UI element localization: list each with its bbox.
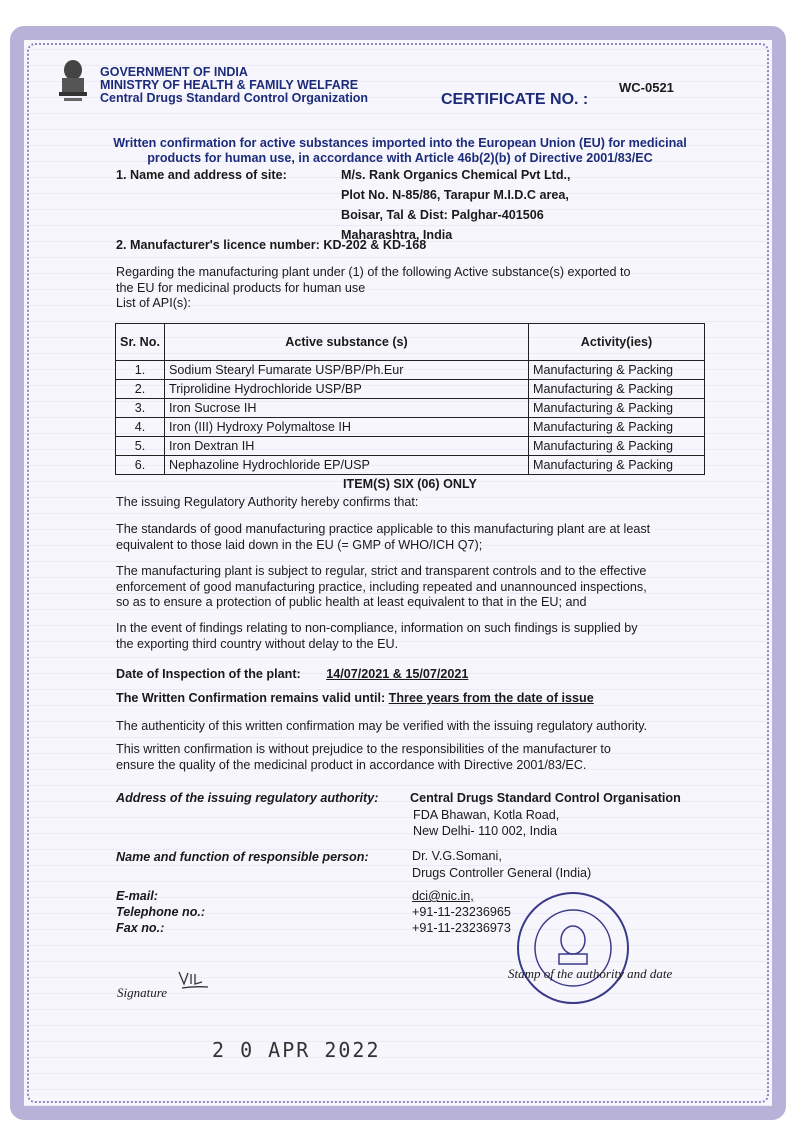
- authenticity-text: The authenticity of this written confirmation may be verified with the issuing regulatory authority.: [116, 719, 648, 733]
- table-header-row: [116, 324, 705, 361]
- contact-values: [412, 888, 511, 936]
- intro-line: Written confirmation for active substances imported into the European Union (EU) for medicinal: [113, 136, 687, 150]
- stamp-label: Stamp of the authority and date: [508, 966, 673, 981]
- phone-label: Telephone no.:: [116, 905, 206, 919]
- paragraph-line: In the event of findings relating to non-compliance, information on such findings is supplied by: [116, 621, 638, 635]
- authority-name: Central Drugs Standard Control Organisation: [410, 791, 681, 805]
- api-table: [115, 323, 705, 475]
- validity-label: The Written Confirmation remains valid until:: [116, 691, 386, 705]
- authority-label: Address of the issuing regulatory authority:: [116, 791, 379, 805]
- certificate-label: CERTIFICATE NO. :: [441, 91, 589, 108]
- api-list-label: List of API(s):: [116, 296, 191, 310]
- items-total: ITEM(S) SIX (06) ONLY: [343, 477, 477, 491]
- certificate-number: WC-0521: [619, 80, 674, 95]
- validity-value: Three years from the date of issue: [388, 691, 594, 705]
- person-label: Name and function of responsible person:: [116, 850, 369, 864]
- person-role: Drugs Controller General (India): [412, 866, 592, 880]
- email-value: dci@nic.in,: [412, 889, 474, 903]
- intro-heading: [80, 136, 720, 166]
- header-line-ministry: MINISTRY OF HEALTH & FAMILY WELFARE: [100, 78, 359, 92]
- government-header: [100, 66, 368, 105]
- validity-row: [116, 691, 594, 705]
- row-no: 4.: [116, 418, 165, 437]
- table-row: [116, 456, 705, 475]
- header-line-organization: Central Drugs Standard Control Organization: [100, 91, 369, 105]
- intro-line: products for human use, in accordance with Article 46b(2)(b) of Directive 2001/83/EC: [147, 151, 653, 165]
- row-activity: Manufacturing & Packing: [529, 399, 705, 418]
- row-substance: Iron (III) Hydroxy Polymaltose IH: [165, 418, 529, 437]
- signature-label: Signature: [117, 985, 168, 1000]
- paragraph-line: enforcement of good manufacturing practice, including repeated and unannounced inspections,: [116, 579, 647, 594]
- table-row: [116, 380, 705, 399]
- row-no: 3.: [116, 399, 165, 418]
- table-row: [116, 399, 705, 418]
- site-address-line: Boisar, Tal & Dist: Palghar-401506: [341, 208, 544, 222]
- regarding-text: [116, 265, 631, 312]
- licence-label: 2. Manufacturer's licence number:: [116, 238, 320, 252]
- fax-value: +91-11-23236973: [412, 921, 511, 935]
- paragraph-line: the exporting third country without delay to the EU.: [116, 636, 399, 651]
- contact-labels: [116, 888, 205, 936]
- row-no: 1.: [116, 361, 165, 380]
- table-row: [116, 418, 705, 437]
- inspection-label: Date of Inspection of the plant:: [116, 667, 301, 681]
- row-no: 6.: [116, 456, 165, 475]
- table-row: [116, 437, 705, 456]
- row-no: 5.: [116, 437, 165, 456]
- inspection-row: [116, 667, 468, 681]
- regarding-line: the EU for medicinal products for human use: [116, 280, 366, 295]
- paragraph-line: The standards of good manufacturing practice applicable to this manufacturing plant are at least: [116, 522, 651, 536]
- authority-address: [413, 808, 559, 839]
- paragraph-line: equivalent to those laid down in the EU (= GMP of WHO/ICH Q7);: [116, 537, 483, 552]
- table-row: [116, 361, 705, 380]
- inspection-date: 14/07/2021 & 15/07/2021: [326, 667, 469, 681]
- row-activity: Manufacturing & Packing: [529, 418, 705, 437]
- regarding-line: Regarding the manufacturing plant under (1) of the following Active substance(s) exported to: [116, 265, 631, 279]
- issue-date-stamp: 2 0 APR 2022: [212, 1038, 381, 1062]
- row-substance: Nephazoline Hydrochloride EP/USP: [165, 456, 529, 475]
- header-activity: Activity(ies): [529, 324, 705, 361]
- header-substance: Active substance (s): [165, 324, 529, 361]
- phone-value: +91-11-23236965: [412, 905, 511, 919]
- paragraph-line: This written confirmation is without prejudice to the responsibilities of the manufacturer to: [116, 742, 611, 756]
- paragraph-gmp: [116, 522, 650, 553]
- paragraph-line: so as to ensure a protection of public health at least equivalent to that in the EU; and: [116, 595, 587, 609]
- signature-mark-icon: [176, 968, 210, 990]
- site-address-line: Maharashtra, India: [341, 228, 453, 242]
- row-activity: Manufacturing & Packing: [529, 361, 705, 380]
- site-address-line: M/s. Rank Organics Chemical Pvt Ltd.,: [341, 168, 571, 182]
- paragraph-line: ensure the quality of the medicinal product in accordance with Directive 2001/83/EC.: [116, 757, 587, 772]
- licence-value: KD-202 & KD-168: [323, 238, 427, 252]
- paragraph-line: The manufacturing plant is subject to regular, strict and transparent controls and to the effective: [116, 564, 647, 578]
- official-seal-icon: [515, 890, 631, 1006]
- authority-address-line: New Delhi- 110 002, India: [413, 823, 557, 838]
- site-address: [341, 167, 571, 244]
- national-emblem-icon: [56, 58, 90, 104]
- paragraph-controls: [116, 564, 647, 611]
- header-line-government: GOVERNMENT OF INDIA: [100, 65, 248, 79]
- row-substance: Triprolidine Hydrochloride USP/BP: [165, 380, 529, 399]
- row-substance: Sodium Stearyl Fumarate USP/BP/Ph.Eur: [165, 361, 529, 380]
- authority-address-line: FDA Bhawan, Kotla Road,: [413, 808, 560, 822]
- row-no: 2.: [116, 380, 165, 399]
- person-details: [412, 848, 591, 882]
- site-address-line: Plot No. N-85/86, Tarapur M.I.D.C area,: [341, 188, 569, 202]
- confirms-text: The issuing Regulatory Authority hereby confirms that:: [116, 495, 419, 509]
- row-activity: Manufacturing & Packing: [529, 456, 705, 475]
- person-name: Dr. V.G.Somani,: [412, 849, 502, 863]
- row-activity: Manufacturing & Packing: [529, 380, 705, 399]
- fax-label: Fax no.:: [116, 921, 165, 935]
- site-label: 1. Name and address of site:: [116, 168, 287, 182]
- row-activity: Manufacturing & Packing: [529, 437, 705, 456]
- paragraph-findings: [116, 621, 638, 652]
- licence-row: [116, 237, 426, 254]
- prejudice-text: [116, 742, 611, 773]
- row-substance: Iron Dextran IH: [165, 437, 529, 456]
- header-sr-no: Sr. No.: [116, 324, 165, 361]
- row-substance: Iron Sucrose IH: [165, 399, 529, 418]
- email-label: E-mail:: [116, 889, 158, 903]
